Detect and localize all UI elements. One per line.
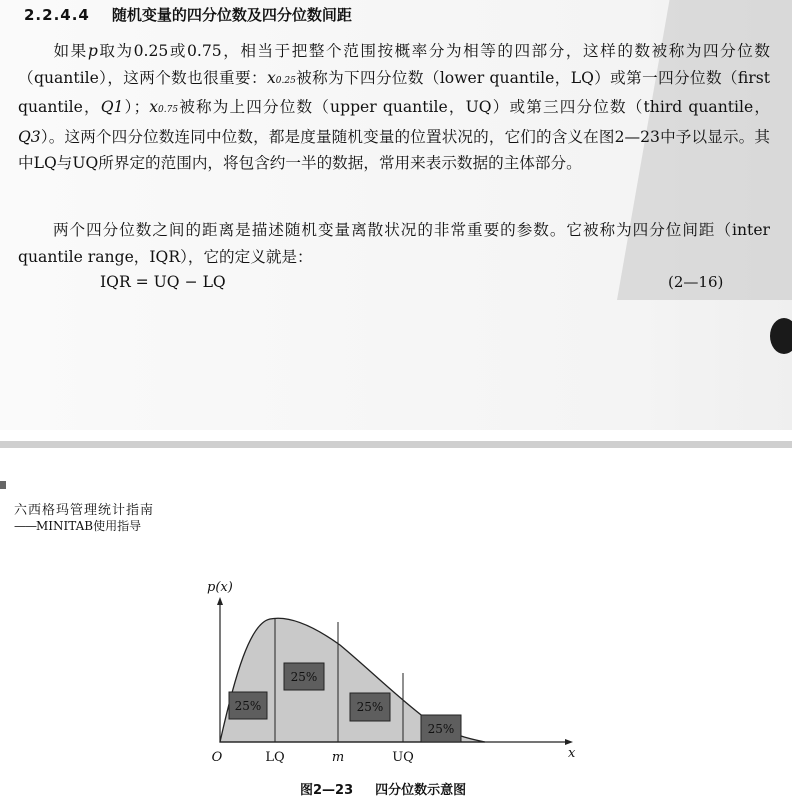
paragraph-iqr [18, 217, 770, 270]
tick-label-median: m [331, 750, 345, 765]
para2-text: 两个四分位数之间的距离是描述随机变量离散状况的非常重要的参数。它被称为四分位间距（inter quantile range，IQR），它的定义就是： [18, 221, 770, 266]
page-divider [0, 441, 792, 448]
y-axis-label: p(x) [207, 580, 233, 595]
y-axis-arrow [217, 597, 223, 605]
running-header-title: 六西格玛管理统计指南 [14, 503, 155, 518]
para1-var-p: p [87, 42, 98, 60]
section-heading [24, 4, 352, 25]
box1-label: 25% [234, 699, 262, 713]
figure-number: 图2—23 [300, 783, 354, 798]
running-header-subtitle-text: MINITAB使用指导 [36, 519, 142, 533]
box3-label: 25% [356, 700, 384, 714]
paragraph-quartiles [18, 38, 770, 177]
section-number: 2.2.4.4 [24, 6, 90, 24]
figure-caption [300, 779, 466, 798]
para1-text-e: 被称为上四分位数（upper quantile，UQ）或第三四分位数（third quantile， [178, 98, 770, 116]
para1-q1: Q1 [100, 98, 124, 116]
para1-sub-075: 0.75 [158, 105, 179, 115]
quartile-box-4 [421, 715, 461, 742]
box4-label: 25% [427, 722, 455, 736]
figure-caption-text: 四分位数示意图 [375, 783, 467, 798]
quartile-box-3 [350, 693, 390, 721]
equation-number: (2—16) [668, 273, 724, 291]
box2-label: 25% [290, 670, 318, 684]
para1-text-c: 被称为下四分位数（lower quantile，LQ）或第一四分位数（first quantile， [18, 68, 770, 116]
quartile-diagram [195, 575, 595, 775]
page-corner-mark [0, 481, 6, 489]
para1-q3: Q3 [18, 127, 41, 146]
para1-sub-025: 0.25 [275, 75, 296, 86]
para1-var-x2: x [149, 98, 158, 116]
tick-label-uq: UQ [392, 750, 414, 765]
tick-label-lq: LQ [265, 750, 285, 765]
formula-iqr: IQR = UQ − LQ [100, 273, 226, 291]
running-header-dash: —— [14, 519, 36, 533]
para1-var-x1: x [266, 68, 276, 87]
quartile-box-1 [229, 692, 267, 719]
section-title-text: 随机变量的四分位数及四分位数间距 [111, 6, 352, 24]
x-axis-label: x [568, 746, 576, 761]
scan-edge-mark [770, 318, 792, 354]
origin-label: O [211, 750, 223, 765]
para1-text-b: 取为0.25或0.75，相当于把整个范围按概率分为相等的四部分，这样的数被称为四分位数（quantile），这两个数也很重要： [18, 42, 770, 87]
para1-text-d: ）； [123, 98, 150, 116]
running-header-subtitle [14, 517, 141, 534]
x-axis-arrow [565, 739, 573, 745]
quartile-box-2 [284, 663, 324, 690]
para1-text-a: 如果 [52, 42, 88, 60]
para1-text-f: ）。这两个四分位数连同中位数，都是度量随机变量的位置状况的，它们的含义在图2—23中予以显示。其中LQ与UQ所界定的范围内，将包含约一半的数据，常用来表示数据的主体部分。 [18, 127, 770, 172]
